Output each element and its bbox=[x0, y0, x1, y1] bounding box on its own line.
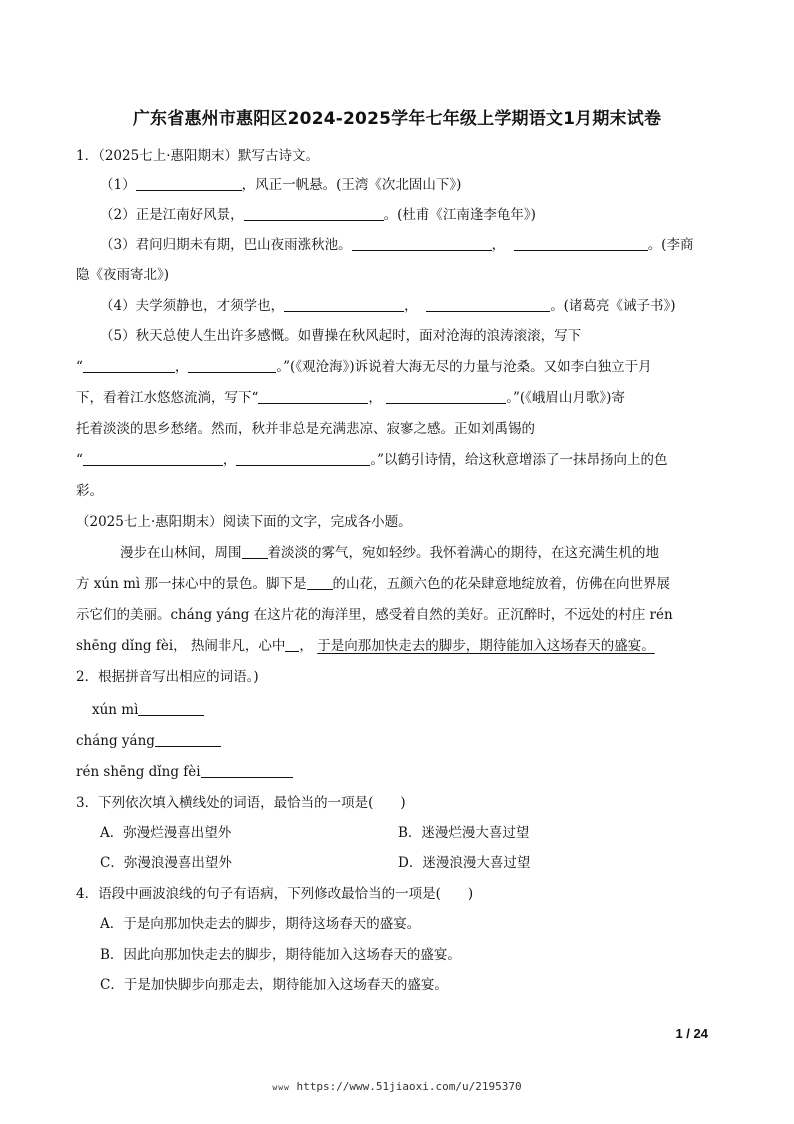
answer-blank[interactable] bbox=[188, 358, 276, 373]
passage-line-2 bbox=[76, 574, 720, 594]
footer-watermark bbox=[0, 1080, 794, 1093]
answer-blank[interactable] bbox=[426, 297, 550, 312]
q1-l4-comma: ， bbox=[404, 298, 418, 314]
q1-l2-text: （2）正是江南好风景， bbox=[100, 207, 244, 223]
q1-line-4 bbox=[100, 296, 744, 316]
answer-blank[interactable] bbox=[136, 176, 242, 191]
footer-url[interactable]: https://www.51jiaoxi.com/u/2195370 bbox=[296, 1080, 522, 1093]
answer-blank[interactable] bbox=[83, 451, 223, 466]
answer-blank[interactable] bbox=[138, 701, 204, 716]
answer-blank[interactable] bbox=[284, 297, 404, 312]
q1-line-6 bbox=[76, 357, 720, 377]
passage-text: 方 xún mì 那一抹心中的景色。脚下是 bbox=[76, 576, 307, 592]
q1-l7-text-2: 。”(《峨眉山月歌》)寄 bbox=[506, 390, 625, 406]
q1-line-3-cont: 隐《夜雨寄北》) bbox=[76, 267, 170, 283]
wavy-underlined-sentence: 于是向那加快走去的脚步，期待能加入这场春天的盛宴。 bbox=[317, 638, 655, 654]
q1-l4-text-2: 。(诸葛亮《诫子书》) bbox=[550, 298, 676, 314]
q1-line-9 bbox=[76, 450, 720, 470]
q4-option-a[interactable]: A．于是向那加快走去的脚步，期待这场春天的盛宴。 bbox=[100, 916, 421, 932]
q1-l3-text-2: 。(李商 bbox=[647, 237, 694, 253]
quote-open: “ bbox=[76, 359, 83, 375]
pinyin-label: cháng yáng bbox=[76, 733, 155, 749]
page-number: 1 / 24 bbox=[675, 1026, 708, 1041]
passage-line-4 bbox=[76, 636, 720, 656]
pinyin-label: xún mì bbox=[92, 702, 139, 718]
answer-blank[interactable] bbox=[201, 763, 293, 778]
q2-item-3 bbox=[76, 762, 720, 782]
q1-l1-text-2: ，风正一帆悬。(王湾《次北固山下》) bbox=[241, 177, 462, 193]
answer-blank[interactable] bbox=[244, 206, 384, 221]
q3-option-b[interactable]: B．迷漫烂漫大喜过望 bbox=[398, 825, 530, 841]
passage-heading: （2025七上·惠阳期末）阅读下面的文字，完成各小题。 bbox=[76, 514, 412, 530]
page-title: 广东省惠州市惠阳区2024-2025学年七年级上学期语文1月期末试卷 bbox=[132, 109, 662, 129]
q1-heading: 1．（2025七上·惠阳期末）默写古诗文。 bbox=[76, 148, 319, 164]
q3-option-c[interactable]: C．弥漫浪漫喜出望外 bbox=[100, 855, 232, 871]
q1-l6-comma: ， bbox=[174, 359, 189, 375]
passage-text: 的山花，五颜六色的花朵肆意地绽放着，仿佛在向世界展 bbox=[332, 576, 670, 592]
q1-l7-text: 下，看着江水悠悠流淌，写下“ bbox=[76, 390, 259, 406]
answer-blank[interactable] bbox=[514, 236, 648, 251]
q4-option-b[interactable]: B．因此向那加快走去的脚步，期待能加入这场春天的盛宴。 bbox=[100, 947, 461, 963]
q2-heading: 2．根据拼音写出相应的词语。) bbox=[76, 669, 259, 685]
answer-blank[interactable] bbox=[83, 358, 175, 373]
q1-line-8: 托着淡淡的思乡愁绪。然而，秋并非总是充满悲凉、寂寥之感。正如刘禹锡的 bbox=[76, 421, 535, 437]
q1-l7-comma: ， bbox=[368, 390, 382, 406]
q3-option-a[interactable]: A．弥漫烂漫喜出望外 bbox=[100, 825, 232, 841]
q1-line-7 bbox=[76, 388, 720, 408]
answer-blank[interactable] bbox=[242, 544, 268, 559]
passage-line-1 bbox=[120, 543, 764, 563]
answer-blank[interactable] bbox=[386, 389, 506, 404]
q4-heading: 4．语段中画波浪线的句子有语病，下列修改最恰当的一项是( ) bbox=[76, 886, 474, 902]
q1-l3-comma: ， bbox=[491, 237, 506, 253]
q1-line-3 bbox=[100, 235, 744, 255]
passage-text: shēng dǐng fèi， 热闹非凡，心中 bbox=[76, 638, 286, 654]
q1-l6-text: 。”(《观沧海》)诉说着大海无尽的力量与沧桑。又如李白独立于月 bbox=[276, 359, 652, 375]
q1-line-10: 彩。 bbox=[76, 483, 103, 499]
answer-blank[interactable] bbox=[352, 236, 492, 251]
passage-text: 漫步在山林间，周围 bbox=[120, 545, 242, 561]
q2-item-2 bbox=[76, 731, 720, 751]
passage-comma: ， bbox=[299, 638, 313, 654]
q1-l1-text: （1） bbox=[100, 177, 136, 193]
passage-text: 着淡淡的雾气，宛如轻纱。我怀着满心的期待，在这充满生机的地 bbox=[267, 545, 659, 561]
q3-option-d[interactable]: D．迷漫浪漫大喜过望 bbox=[398, 855, 531, 871]
q1-l9-text: 。”以鹤引诗情，给这秋意增添了一抹昂扬向上的色 bbox=[370, 452, 668, 468]
q4-option-c[interactable]: C．于是加快脚步向那走去，期待能加入这场春天的盛宴。 bbox=[100, 977, 448, 993]
pinyin-label: rén shēng dǐng fèi bbox=[76, 764, 201, 780]
answer-blank[interactable] bbox=[285, 637, 299, 652]
q1-l3-text: （3）君问归期未有期，巴山夜雨涨秋池。 bbox=[100, 237, 352, 253]
q1-l2-text-2: 。(杜甫《江南逢李龟年》) bbox=[383, 207, 536, 223]
quote-open: “ bbox=[76, 452, 83, 468]
q1-l9-comma: ， bbox=[222, 452, 237, 468]
answer-blank[interactable] bbox=[258, 389, 368, 404]
answer-blank[interactable] bbox=[155, 732, 221, 747]
passage-line-3: 示它们的美丽。cháng yáng 在这片花的海洋里，感受着自然的美好。正沉醉时，不远处的村庄 rén bbox=[76, 607, 673, 623]
q3-heading: 3．下列依次填入横线处的词语，最恰当的一项是( ) bbox=[76, 795, 406, 811]
q1-line-1 bbox=[100, 175, 744, 195]
q1-l4-text: （4）夫学须静也，才须学也， bbox=[100, 298, 285, 314]
answer-blank[interactable] bbox=[307, 575, 333, 590]
q1-line-2 bbox=[100, 205, 744, 225]
footer-prefix: www bbox=[272, 1083, 290, 1092]
q1-line-5: （5）秋天总使人生出许多感慨。如曹操在秋风起时，面对沧海的浪涛滚滚，写下 bbox=[100, 328, 582, 344]
q2-item-1 bbox=[92, 700, 736, 720]
answer-blank[interactable] bbox=[236, 451, 370, 466]
